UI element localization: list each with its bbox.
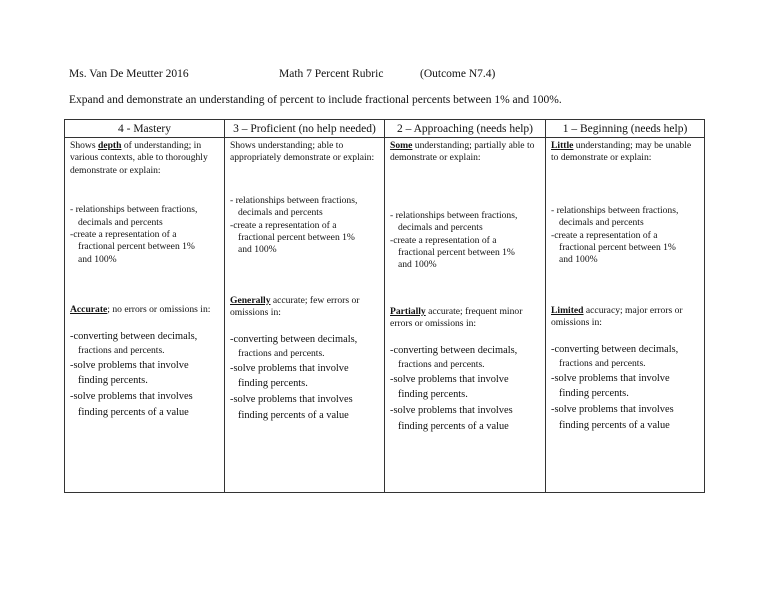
skill-list <box>390 343 541 434</box>
list-item: -converting between decimals, <box>70 330 198 342</box>
list-item: - relationships between fractions, <box>70 204 198 216</box>
list-item: decimals and percents <box>559 217 644 229</box>
list-item: finding percents of a value <box>238 409 349 421</box>
accuracy-descriptor: Partially accurate; frequent minor errors or omissions in: <box>390 305 523 330</box>
level-heading: 4 - Mastery <box>65 120 225 138</box>
list-item: -solve problems that involves <box>70 390 193 402</box>
list-item: finding percents. <box>78 375 148 387</box>
accuracy-descriptor: Limited accuracy; major errors or omissions in: <box>551 304 683 329</box>
list-item: -create a representation of a <box>70 229 177 241</box>
rubric-table <box>64 119 705 493</box>
level-heading: 3 – Proficient (no help needed) <box>225 120 385 138</box>
level-heading: 1 – Beginning (needs help) <box>546 120 705 138</box>
accuracy-descriptor: Accurate; no errors or omissions in: <box>70 304 211 316</box>
list-item: and 100% <box>78 253 117 265</box>
skill-list <box>70 329 220 420</box>
level-cell-mastery <box>65 138 225 493</box>
list-item: fractions and percents. <box>78 345 165 357</box>
list-item: -converting between decimals, <box>551 343 679 355</box>
list-item: - relationships between fractions, <box>551 204 679 216</box>
list-item: finding percents. <box>398 389 468 401</box>
concept-list <box>551 205 700 267</box>
list-item: finding percents. <box>238 378 308 390</box>
list-item: - relationships between fractions, <box>230 194 358 206</box>
list-item: -create a representation of a <box>390 234 497 246</box>
understanding-descriptor: Some understanding; partially able to demonstrate or explain: <box>390 140 535 164</box>
list-item: fractions and percents. <box>238 348 325 360</box>
list-item: fractions and percents. <box>559 358 646 370</box>
list-item: and 100% <box>559 254 598 266</box>
list-item: finding percents. <box>559 388 629 400</box>
list-item: -solve problems that involve <box>551 372 670 384</box>
understanding-descriptor: Shows understanding; able to appropriately demonstrate or explain: <box>230 140 375 164</box>
list-item: decimals and percents <box>398 222 483 234</box>
concept-list <box>390 210 541 272</box>
list-item: -solve problems that involves <box>390 404 513 416</box>
list-item: and 100% <box>398 259 437 271</box>
list-item: fractional percent between 1% <box>559 242 676 254</box>
list-item: fractional percent between 1% <box>238 232 355 244</box>
list-item: -converting between decimals, <box>230 333 358 345</box>
list-item: decimals and percents <box>238 207 323 219</box>
rubric-header-row <box>65 120 705 138</box>
rubric-title: Math 7 Percent Rubric <box>279 68 384 80</box>
list-item: decimals and percents <box>78 216 163 228</box>
list-item: finding percents of a value <box>559 419 670 431</box>
level-cell-beginning <box>546 138 705 493</box>
list-item: -create a representation of a <box>230 219 337 231</box>
rubric-body-row <box>65 138 705 493</box>
list-item: finding percents of a value <box>398 420 509 432</box>
outcome-statement: Expand and demonstrate an understanding of percent to include fractional percents between 1% and 100%. <box>69 94 562 106</box>
list-item: -solve problems that involve <box>390 373 509 385</box>
list-item: finding percents of a value <box>78 406 189 418</box>
list-item: fractional percent between 1% <box>78 241 195 253</box>
level-cell-approaching <box>385 138 546 493</box>
concept-list <box>230 195 380 257</box>
accuracy-descriptor: Generally accurate; few errors or omissions in: <box>230 294 360 319</box>
teacher-name: Ms. Van De Meutter 2016 <box>69 68 189 80</box>
list-item: -solve problems that involves <box>551 403 674 415</box>
concept-list <box>70 204 220 266</box>
list-item: -solve problems that involves <box>230 393 353 405</box>
list-item: fractions and percents. <box>398 359 485 371</box>
list-item: -solve problems that involve <box>70 359 189 371</box>
list-item: fractional percent between 1% <box>398 247 515 259</box>
skill-list <box>230 332 380 423</box>
understanding-descriptor: Little understanding; may be unable to demonstrate or explain: <box>551 140 692 164</box>
list-item: and 100% <box>238 244 277 256</box>
understanding-descriptor: Shows depth of understanding; in various contexts, able to thoroughly demonstrate or explain: <box>70 140 208 176</box>
skill-list <box>551 342 700 433</box>
level-cell-proficient <box>225 138 385 493</box>
list-item: - relationships between fractions, <box>390 209 518 221</box>
list-item: -solve problems that involve <box>230 362 349 374</box>
list-item: -create a representation of a <box>551 229 658 241</box>
level-heading: 2 – Approaching (needs help) <box>385 120 546 138</box>
list-item: -converting between decimals, <box>390 344 518 356</box>
outcome-code: (Outcome N7.4) <box>420 68 496 80</box>
